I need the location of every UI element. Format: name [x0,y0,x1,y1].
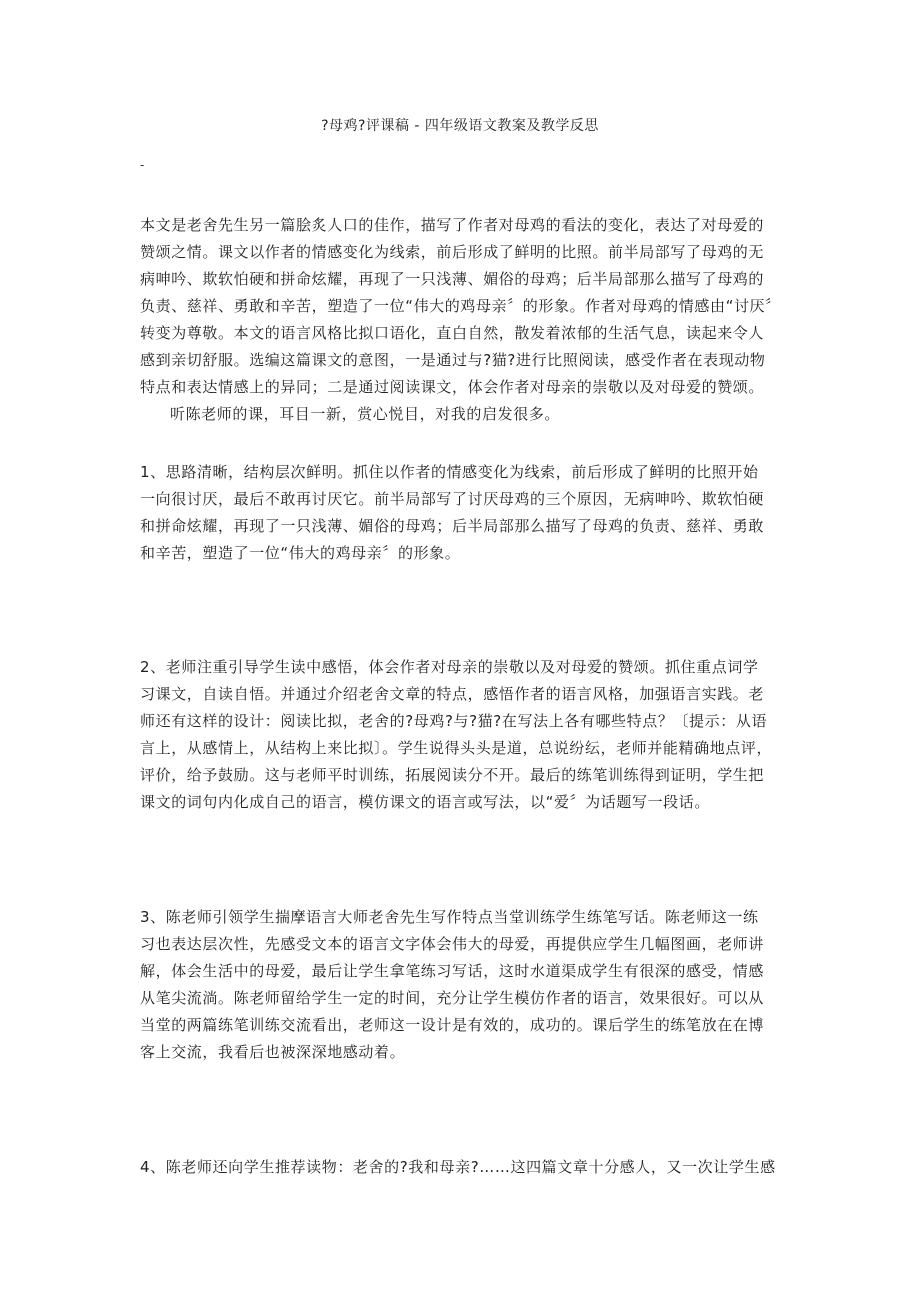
text-line: 特点和表达情感上的异同；二是通过阅读课文，体会作者对母亲的崇敬以及对母爱的赞颂。 [140,378,765,396]
point-3-paragraph [140,904,796,1066]
text-line: 从笔尖流淌。陈老师留给学生一定的时间，充分让学生模仿作者的语言，效果很好。可以从 [140,989,765,1007]
text-line: 课文的词句内化成自己的语言，模仿课文的语言或写法，以“爱〞为话题写一段话。 [140,793,710,811]
separator-dash: - [140,158,145,172]
text-line: 感到亲切舒服。选编这篇课文的意图，一是通过与?猫?进行比照阅读，感受作者在表现动物 [140,351,766,369]
text-line: 客上交流，我看后也被深深地感动着。 [140,1043,406,1061]
text-line: 解，体会生活中的母爱，最后让学生拿笔练习写话，这时水道渠成学生有很深的感受，情感 [140,962,765,980]
text-line: 和辛苦，塑造了一位“伟大的鸡母亲〞的形象。 [140,544,461,562]
text-line: 负责、慈祥、勇敢和辛苦，塑造了一位“伟大的鸡母亲〞的形象。作者对母鸡的情感由“讨厌〞 [140,297,781,315]
text-line: 赞颂之情。课文以作者的情感变化为线索，前后形成了鲜明的比照。前半局部写了母鸡的无 [140,243,765,261]
text-line: 3、陈老师引领学生揣摩语言大师老舍先生写作特点当堂训练学生练笔写话。陈老师这一练 [140,908,759,926]
text-line: 转变为尊敬。本文的语言风格比拟口语化，直白自然，散发着浓郁的生活气息，读起来令人 [140,324,765,342]
point-4-paragraph [140,1154,796,1181]
point-2-paragraph [140,654,796,816]
intro-paragraph [140,212,796,428]
text-line: 2、老师注重引导学生读中感悟，体会作者对母亲的崇敬以及对母爱的赞颂。抓住重点词学 [140,658,759,676]
text-line: 师还有这样的设计：阅读比拟，老舍的?母鸡?与?猫?在写法上各有哪些特点？〔提示：从语 [140,712,768,730]
point-1-paragraph [140,459,796,567]
text-line: 评价，给予鼓励。这与老师平时训练，拓展阅读分不开。最后的练笔训练得到证明，学生把 [140,766,765,784]
text-line: 和拼命炫耀，再现了一只浅薄、媚俗的母鸡；后半局部那么描写了母鸡的负责、慈祥、勇敢 [140,517,765,535]
text-line: 习课文，自读自悟。并通过介绍老舍文章的特点，感悟作者的语言风格，加强语言实践。老 [140,685,765,703]
text-line: 言上，从感情上，从结构上来比拟〕。学生说得头头是道，总说纷纭，老师并能精确地点评， [140,739,773,757]
opening-remark: 听陈老师的课，耳目一新，赏心悦目，对我的启发很多。 [170,405,561,423]
text-line: 习也表达层次性，先感受文本的语言文字体会伟大的母爱，再提供应学生几幅图画，老师讲 [140,935,765,953]
text-line: 病呻吟、欺软怕硬和拼命炫耀，再现了一只浅薄、媚俗的母鸡；后半局部那么描写了母鸡的 [140,270,765,288]
text-line: 一向很讨厌，最后不敢再讨厌它。前半局部写了讨厌母鸡的三个原因，无病呻吟、欺软怕硬 [140,490,765,508]
text-line: 1、思路清晰，结构层次鲜明。抓住以作者的情感变化为线索，前后形成了鲜明的比照开始 [140,463,759,481]
text-line: 4、陈老师还向学生推荐读物：老舍的?我和母亲?……这四篇文章十分感人，又一次让学生感 [140,1158,776,1176]
text-line: 当堂的两篇练笔训练交流看出，老师这一设计是有效的，成功的。课后学生的练笔放在在博 [140,1016,765,1034]
text-line: 本文是老舍先生另一篇脍炙人口的佳作，描写了作者对母鸡的看法的变化，表达了对母爱的 [140,216,765,234]
document-title: ?母鸡?评课稿 - 四年级语文教案及教学反思 [321,118,599,134]
